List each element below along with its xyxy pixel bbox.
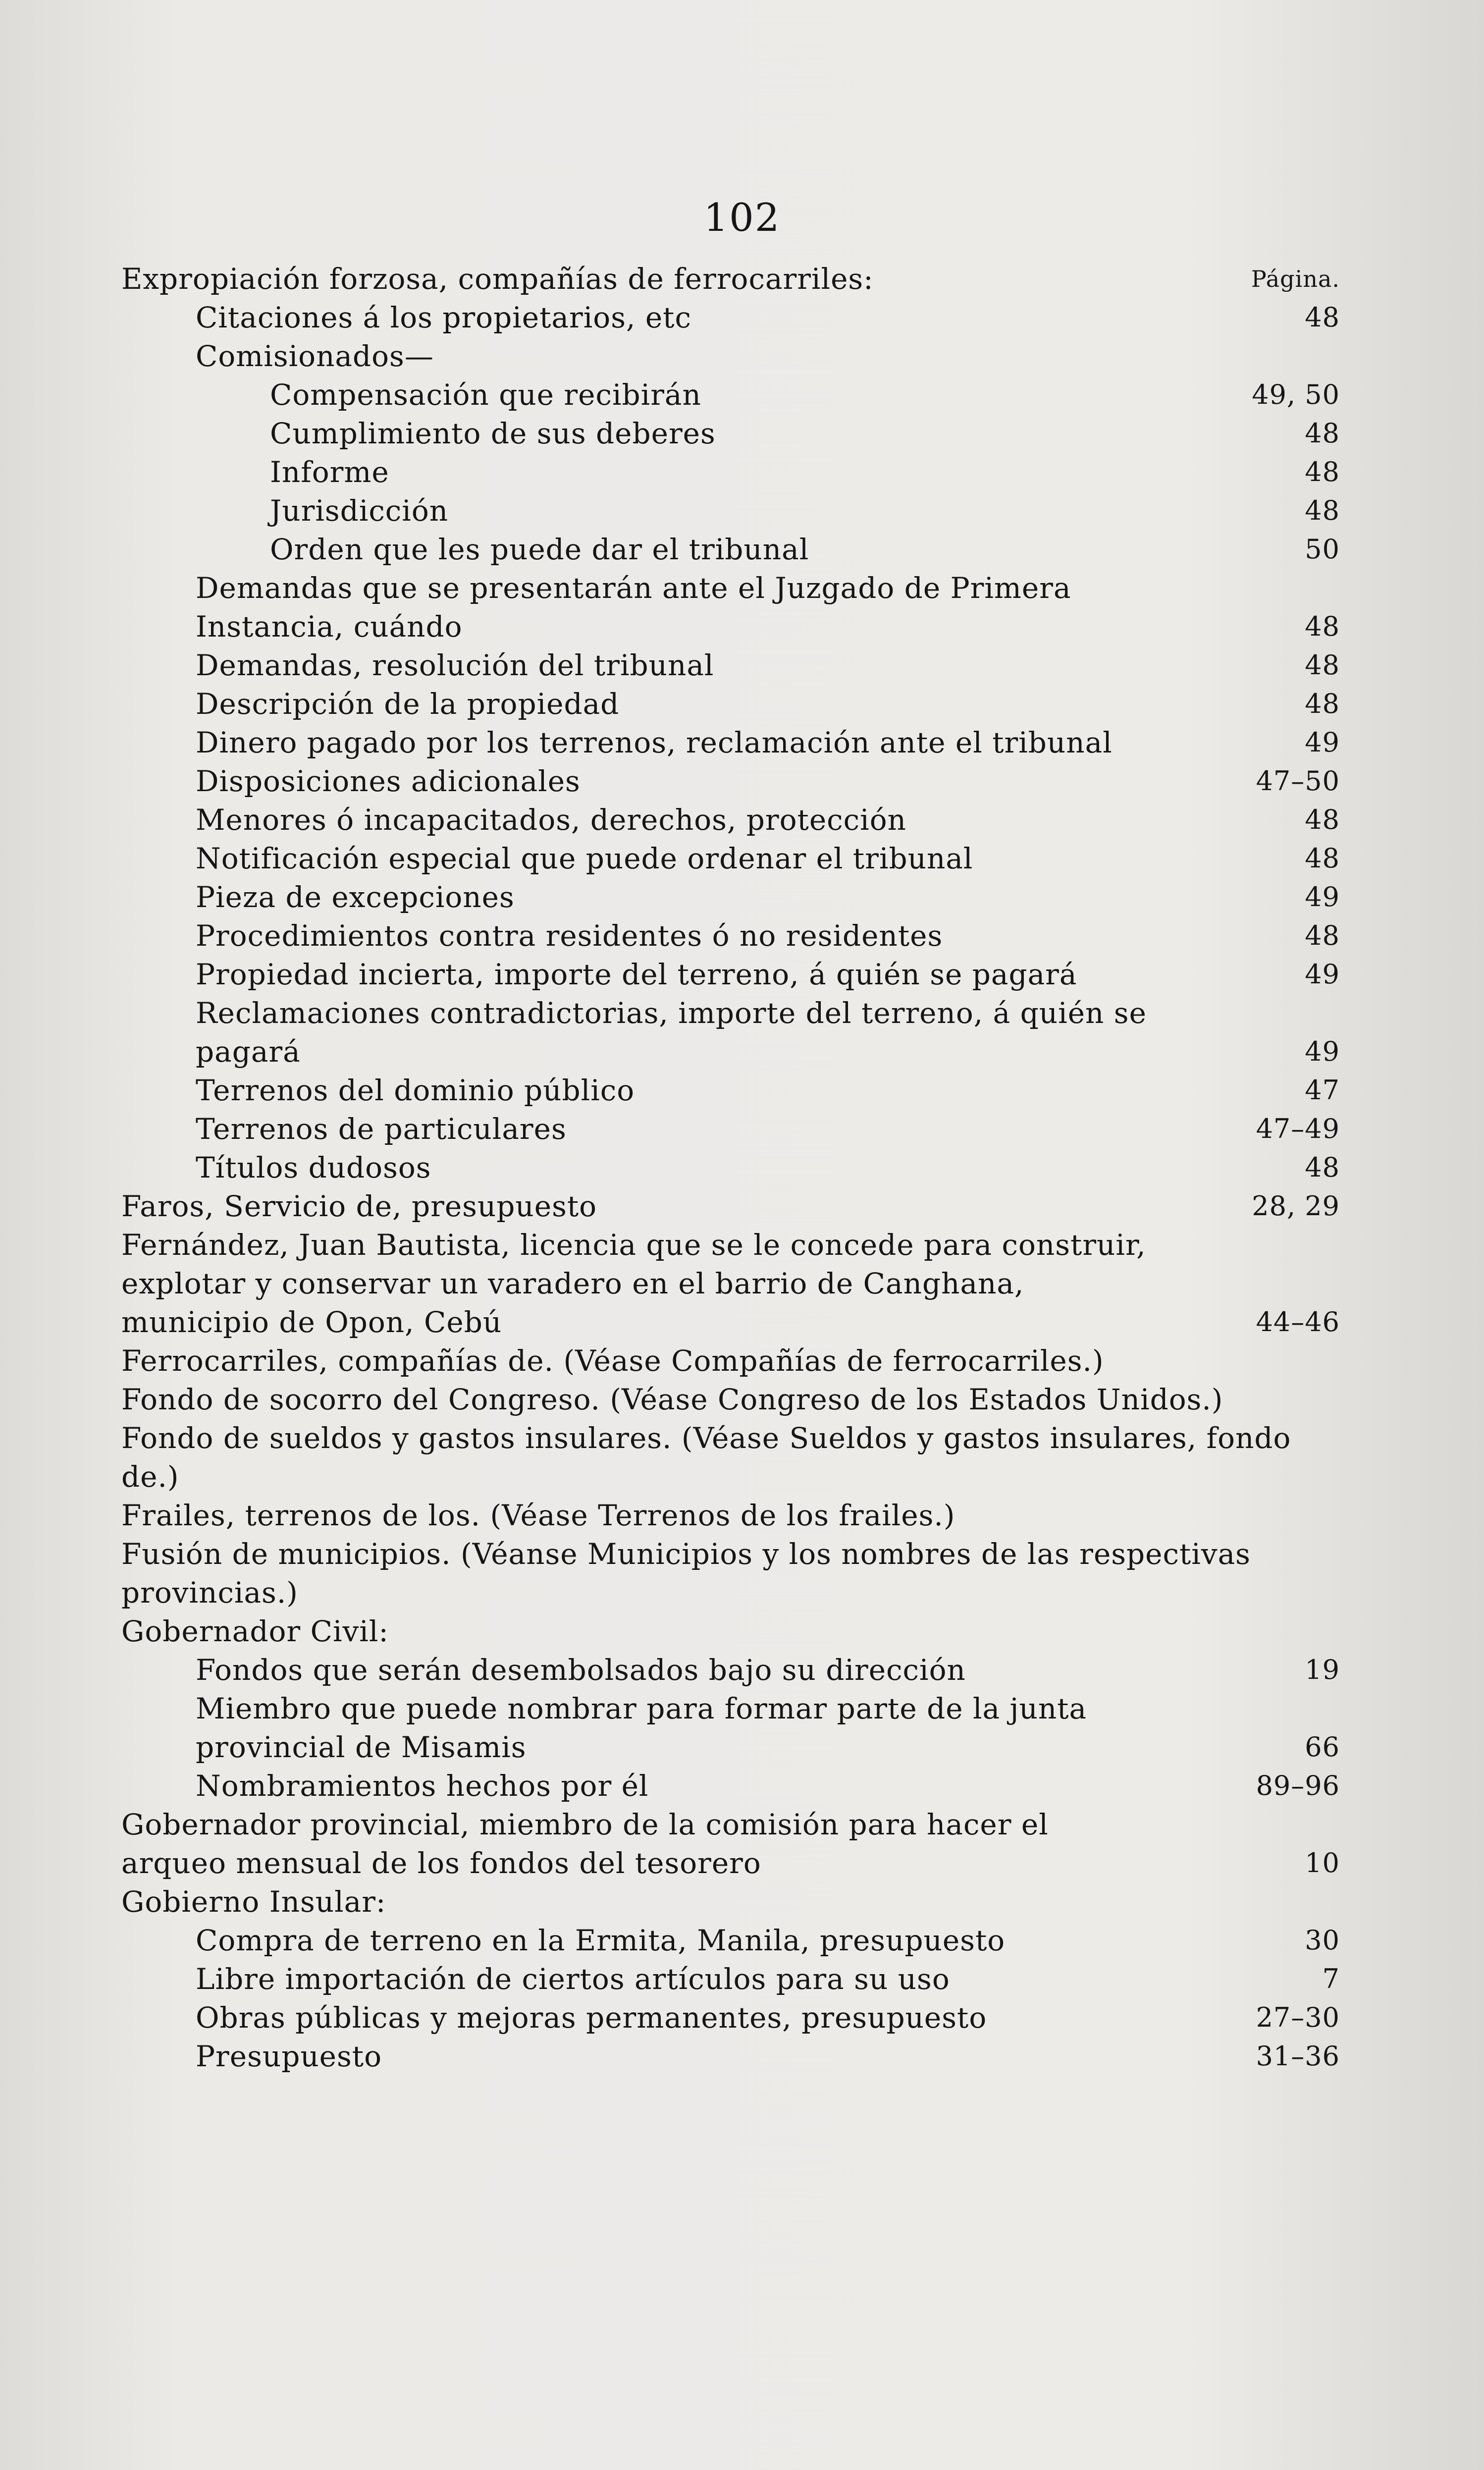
index-entry	[196, 2037, 1340, 2076]
entry-text: Gobernador provincial, miembro de la comisión para hacer el arqueo mensual de los fondos del tesorero	[121, 1808, 1049, 1880]
index-entry	[196, 1767, 1340, 1805]
index-entry	[270, 491, 1340, 530]
index-entry	[121, 1419, 1340, 1496]
entry-page: 47–50	[1256, 765, 1340, 797]
index-entry	[196, 685, 1340, 723]
index-entry	[121, 1226, 1340, 1342]
entry-page: 48	[1305, 920, 1340, 951]
entry-page: 48	[1305, 456, 1340, 487]
index-entry	[196, 1110, 1340, 1148]
entry-text: Obras públicas y mejoras permanentes, presupuesto	[196, 2001, 987, 2035]
entry-text: Informe	[270, 455, 389, 489]
entry-page: 48	[1305, 302, 1340, 333]
index-entry	[121, 1882, 1340, 1921]
entry-text: Notificación especial que puede ordenar el tribunal	[196, 842, 973, 875]
entry-text: Menores ó incapacitados, derechos, protección	[196, 803, 906, 837]
index-entry	[121, 1535, 1340, 1612]
entry-page: 48	[1305, 688, 1340, 719]
index-entry	[196, 878, 1340, 916]
entry-text: Demandas que se presentarán ante el Juzgado de Primera Instancia, cuándo	[196, 571, 1071, 644]
index-entry	[121, 1342, 1340, 1380]
entry-page: 48	[1305, 611, 1340, 642]
entry-page: 48	[1305, 1152, 1340, 1183]
entry-text: Cumplimiento de sus deberes	[270, 417, 716, 450]
entry-text: Terrenos de particulares	[196, 1112, 567, 1146]
entry-text: Demandas, resolución del tribunal	[196, 648, 714, 682]
index-entry	[196, 646, 1340, 685]
entry-page: 30	[1305, 1925, 1340, 1956]
entry-text: Compra de terreno en la Ermita, Manila, presupuesto	[196, 1924, 1006, 1957]
index-entry	[196, 723, 1340, 762]
entry-text: Fondo de socorro del Congreso. (Véase Congreso de los Estados Unidos.)	[121, 1383, 1223, 1416]
entry-text: Gobierno Insular:	[121, 1885, 386, 1919]
index-entry	[121, 1496, 1340, 1535]
entry-text: Pieza de excepciones	[196, 880, 515, 914]
entry-page: 47	[1305, 1074, 1340, 1106]
entry-page: 49	[1305, 1036, 1340, 1067]
entry-page: 44–46	[1256, 1306, 1340, 1338]
index-entry	[196, 1921, 1340, 1960]
index-entry	[121, 1380, 1340, 1419]
page-number: 102	[703, 196, 781, 240]
index-entry	[270, 453, 1340, 491]
entry-text: Propiedad incierta, importe del terreno, á quién se pagará	[196, 958, 1077, 991]
entry-text: Descripción de la propiedad	[196, 687, 620, 721]
entry-text: Miembro que puede nombrar para formar parte de la junta provincial de Misamis	[196, 1692, 1087, 1764]
entry-page: 48	[1305, 495, 1340, 526]
entry-page: 49	[1305, 881, 1340, 913]
index-entry	[196, 1071, 1340, 1110]
index-entry	[121, 1187, 1340, 1226]
entry-text: Fondos que serán desembolsados bajo su dirección	[196, 1653, 966, 1687]
index-entry	[121, 1612, 1340, 1651]
entry-page: 49	[1305, 727, 1340, 758]
index-entry	[196, 298, 1340, 337]
entry-page: 48	[1305, 843, 1340, 874]
index-entry	[196, 569, 1340, 646]
entry-page: 48	[1305, 418, 1340, 449]
entry-text: Disposiciones adicionales	[196, 764, 581, 798]
entry-text: Orden que les puede dar el tribunal	[270, 533, 809, 566]
entry-text: Frailes, terrenos de los. (Véase Terrenos de los frailes.)	[121, 1499, 955, 1532]
index-entry	[196, 1689, 1340, 1767]
entry-text: Libre importación de ciertos artículos para su uso	[196, 1962, 950, 1996]
entry-text: Expropiación forzosa, compañías de ferrocarriles:	[121, 262, 874, 296]
index-entry	[196, 1960, 1340, 1998]
entry-text: Títulos dudosos	[196, 1151, 431, 1184]
entry-page: 28, 29	[1252, 1190, 1340, 1222]
index-entry	[121, 260, 1340, 298]
entry-page: 48	[1305, 804, 1340, 835]
entry-text: Dinero pagado por los terrenos, reclamación ante el tribunal	[196, 726, 1113, 759]
entry-text: Terrenos del dominio público	[196, 1074, 635, 1107]
entry-text: Fusión de municipios. (Véanse Municipios y los nombres de las respectivas provincias.)	[121, 1537, 1251, 1610]
index-entry	[196, 955, 1340, 994]
entry-text: Presupuesto	[196, 2040, 382, 2073]
entry-page: 50	[1305, 534, 1340, 565]
entry-page: 47–49	[1256, 1113, 1340, 1144]
index-entry	[196, 1998, 1340, 2037]
index-entry	[196, 839, 1340, 878]
entry-text: Faros, Servicio de, presupuesto	[121, 1189, 597, 1223]
entry-page: 49, 50	[1252, 379, 1340, 410]
index-entry	[270, 414, 1340, 453]
entry-page: 49	[1305, 959, 1340, 990]
index-entry	[270, 530, 1340, 569]
entry-page: 48	[1305, 649, 1340, 681]
entry-text: Fernández, Juan Bautista, licencia que se le concede para construir, explotar y conservar un varadero en el barrio de Canghana, municipio de Opon, Cebú	[121, 1228, 1146, 1339]
entry-text: Jurisdicción	[270, 494, 449, 528]
entry-page: 7	[1322, 1963, 1340, 1994]
index-entry	[196, 337, 1340, 376]
entry-text: Compensación que recibirán	[270, 378, 701, 412]
entry-page: 31–36	[1256, 2040, 1340, 2072]
index-entry	[270, 376, 1340, 414]
index-entry	[196, 1651, 1340, 1689]
index-entry	[196, 801, 1340, 839]
entry-text: Comisionados—	[196, 339, 434, 373]
entry-page: 10	[1305, 1847, 1340, 1879]
entry-page: 89–96	[1256, 1770, 1340, 1801]
entry-text: Nombramientos hechos por él	[196, 1769, 649, 1803]
entry-page: 27–30	[1256, 2002, 1340, 2033]
index-list	[121, 258, 1340, 2076]
index-entry	[196, 762, 1340, 801]
entry-text: Fondo de sueldos y gastos insulares. (Véase Sueldos y gastos insulares, fondo de.)	[121, 1421, 1291, 1494]
index-entry	[196, 1148, 1340, 1187]
entry-text: Procedimientos contra residentes ó no residentes	[196, 919, 943, 953]
entry-text: Reclamaciones contradictorias, importe del terreno, á quién se pagará	[196, 996, 1147, 1069]
index-entry	[121, 1805, 1340, 1882]
page-column-header: Página.	[1251, 266, 1340, 292]
entry-text: Gobernador Civil:	[121, 1614, 389, 1648]
entry-page: 19	[1305, 1654, 1340, 1685]
index-entry	[196, 916, 1340, 955]
entry-page: 66	[1305, 1731, 1340, 1763]
entry-text: Citaciones á los propietarios, etc	[196, 301, 691, 334]
index-entry	[196, 994, 1340, 1071]
entry-text: Ferrocarriles, compañías de. (Véase Compañías de ferrocarriles.)	[121, 1344, 1104, 1378]
